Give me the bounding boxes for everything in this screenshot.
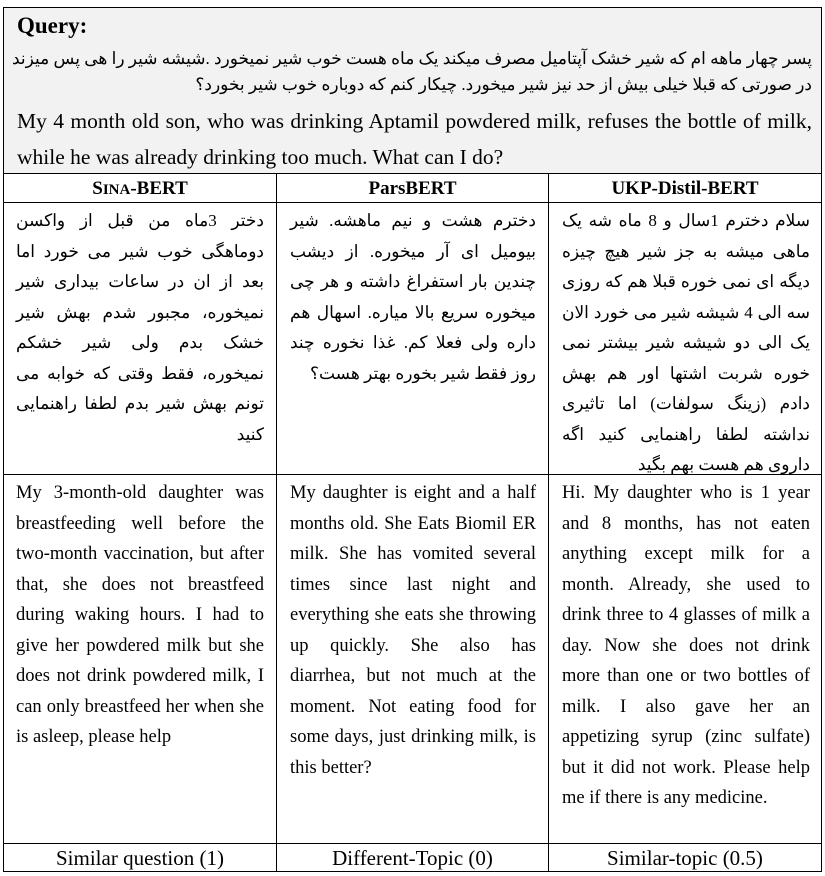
label-ukp-distil-bert: Similar-topic (0.5) bbox=[607, 846, 763, 870]
query-label: Query: bbox=[17, 13, 88, 38]
english-text-ukp-distil-bert: Hi. My daughter who is 1 year and 8 months, has not eaten anything except milk for a month. Already, she used to drink three to 4 glasses of milk a day. Now she does not drink more than one or two bottles of milk. I also gave her an appetizing syrup (zinc sulfate) but it did not work. Please help me if there is any medicine. bbox=[562, 483, 810, 808]
persian-text-parsbert: دخترم هشت و نیم ماهشه. شیر بیومیل ای آر میخوره. از دیشب چندین بار استفراغ داشته و هر چی میخوره سریع بالا میاره. اسهال هم داره ولی فعلا کم. غذا نخوره چند روز فقط شیر بخوره بهتر هست؟ bbox=[290, 211, 536, 383]
header-initial: S bbox=[92, 178, 103, 199]
header-suffix: -BERT bbox=[130, 178, 188, 199]
query-english-text: My 4 month old son, who was drinking Aptamil powdered milk, refuses the bottle of milk, while he was already drinking too much. What can I do? bbox=[17, 109, 812, 169]
header-divider bbox=[4, 202, 821, 203]
label-parsbert: Different-Topic (0) bbox=[332, 846, 493, 870]
query-persian-text: پسر چهار ماهه ام که شیر خشک آپتامیل مصرف میکند یک ماه هست خوب شیر نمیخورد .شیشه شیر را هی پس میزند در صورتی که قبلا خیلی بیش از حد نیز شیر میخورد. چیکار کنم که دوباره خوب شیر بخورد؟ bbox=[12, 49, 812, 94]
english-text-sina-bert: My 3-month-old daughter was breastfeeding well before the two-month vaccination, but after that, she does not breastfeed during waking hours. I had to give her powdered milk but she does not drink powdered milk, I can only breastfeed her when she is asleep, please help bbox=[16, 483, 264, 747]
header-smallcaps: INA bbox=[102, 182, 131, 198]
english-text-parsbert: My daughter is eight and a half months old. She Eats Biomil ER milk. She has vomited several times since last night and everything she eats she throwing up quickly. She also has diarrhea, but not much at the moment. Not eating food for some days, just drinking milk, is this better? bbox=[290, 483, 536, 778]
persian-text-ukp-distil-bert: سلام دخترم 1سال و 8 ماه شه یک ماهی میشه به جز شیر هیچ چیزه دیگه ای نمی خوره قبلا هم که روزی سه الی 4 شیشه شیر می خورد الان یک الی دو شیشه شیر بیشتر نمی خوره شربت اشتها اور هم بهش دادم (زینگ سولفات) اما تاثیری نداشته لطفا راهنمایی کنید اگه داروی هم هست بهم بگید bbox=[562, 211, 810, 474]
column-header-parsbert: ParsBERT bbox=[368, 178, 457, 199]
comparison-table bbox=[3, 7, 822, 872]
query-section bbox=[4, 8, 821, 174]
label-sina-bert: Similar question (1) bbox=[56, 846, 224, 870]
column-divider bbox=[276, 174, 277, 872]
column-header-ukp-distil-bert: UKP-Distil-BERT bbox=[611, 178, 759, 199]
column-divider bbox=[548, 174, 549, 872]
column-header-sina-bert bbox=[4, 176, 276, 202]
persian-text-sina-bert: دختر 3ماه من قبل از واکسن دوماهگی خوب شیر می خورد اما بعد از ان در ساعات بیداری شیر نمیخوره، مجبور شدم بهش شیر خشک بدم ولی شیر خشکم نمیخوره، فقط وقتی که خوابه می تونم بهش شیر بدم لطفا راهنمایی کنید bbox=[16, 211, 265, 444]
